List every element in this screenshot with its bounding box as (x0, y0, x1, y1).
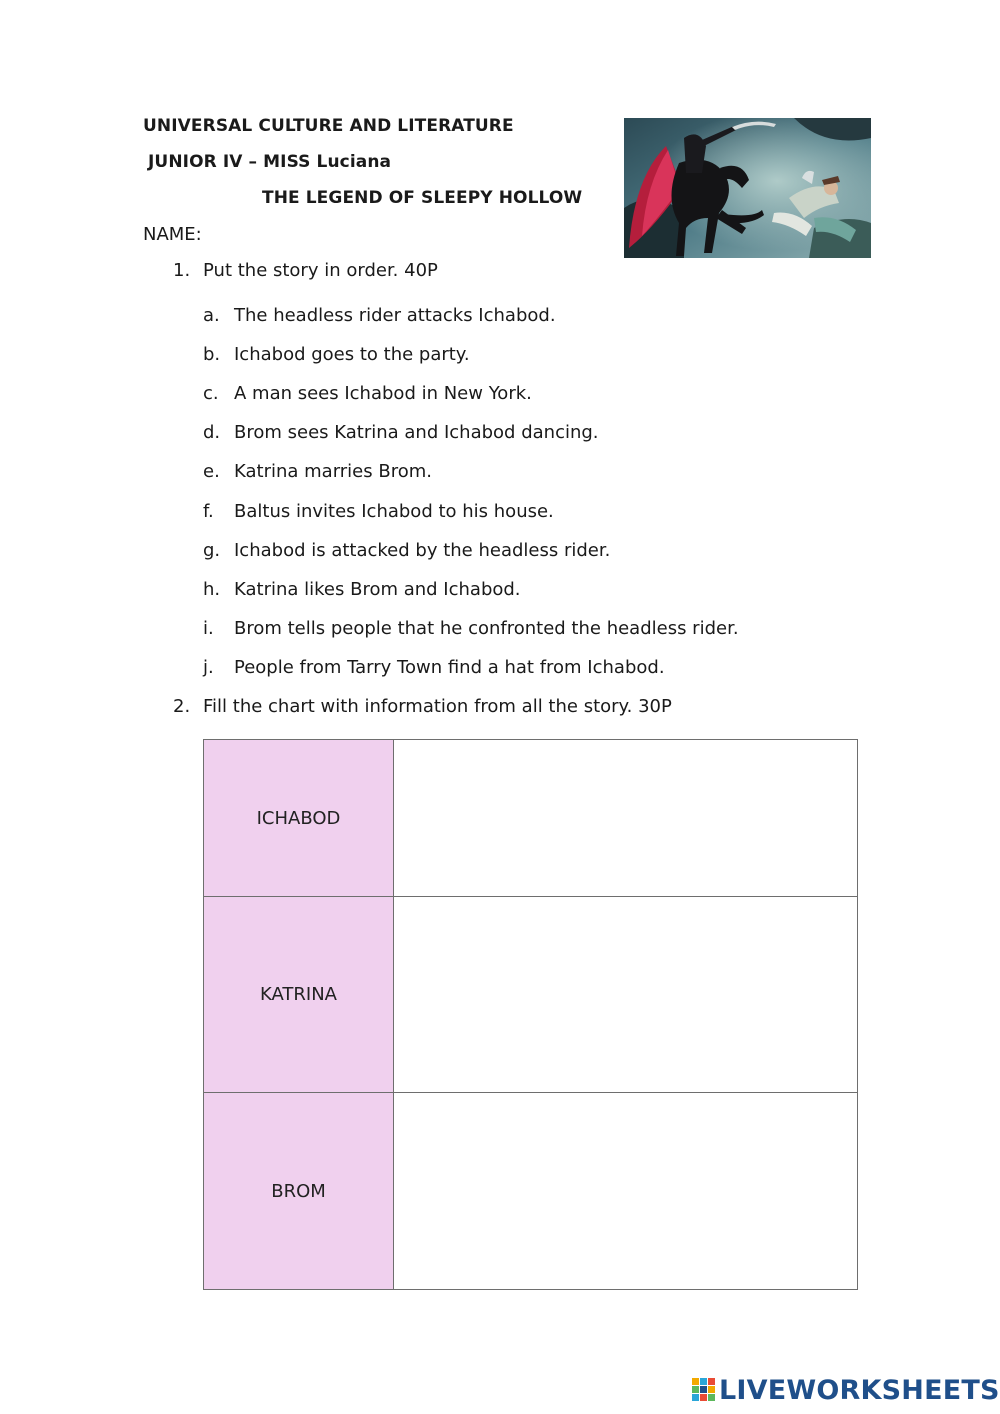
story-item-text: People from Tarry Town find a hat from Ichabod. (234, 657, 665, 678)
question-1-number: 1. (173, 260, 191, 281)
name-label: NAME: (143, 224, 202, 245)
chart-answer-brom[interactable] (394, 1093, 857, 1289)
course-title: UNIVERSAL CULTURE AND LITERATURE (143, 116, 514, 136)
chart-row-brom (204, 1093, 857, 1289)
story-item-letter: i. (203, 618, 214, 639)
story-item-letter: g. (203, 540, 221, 561)
story-item-letter: h. (203, 579, 221, 600)
name-input[interactable] (215, 222, 595, 248)
chart-label-brom: BROM (204, 1093, 394, 1289)
story-item-letter: j. (203, 657, 214, 678)
chart-row-ichabod (204, 740, 857, 897)
question-2-number: 2. (173, 696, 191, 717)
chart-answer-katrina[interactable] (394, 897, 857, 1092)
story-item-letter: d. (203, 422, 221, 443)
question-1-prompt: Put the story in order. 40P (203, 260, 438, 281)
liveworksheets-logo-icon (692, 1378, 716, 1402)
story-item-letter: c. (203, 383, 219, 404)
story-item-text: Katrina marries Brom. (234, 461, 432, 482)
character-chart (203, 739, 858, 1290)
chart-row-katrina (204, 897, 857, 1093)
story-item-letter: b. (203, 344, 221, 365)
question-2-prompt: Fill the chart with information from all the story. 30P (203, 696, 672, 717)
chart-label-ichabod: ICHABOD (204, 740, 394, 896)
story-item-text: Brom tells people that he confronted the headless rider. (234, 618, 739, 639)
chart-answer-ichabod[interactable] (394, 740, 857, 896)
class-teacher: JUNIOR IV – MISS Luciana (148, 152, 392, 172)
liveworksheets-logo-text: LIVEWORKSHEETS (719, 1374, 1000, 1406)
story-item-text: Ichabod is attacked by the headless rider. (234, 540, 611, 561)
story-item-letter: e. (203, 461, 220, 482)
story-item-text: Brom sees Katrina and Ichabod dancing. (234, 422, 599, 443)
story-item-text: The headless rider attacks Ichabod. (234, 305, 556, 326)
chart-label-katrina: KATRINA (204, 897, 394, 1092)
worksheet-title: THE LEGEND OF SLEEPY HOLLOW (262, 188, 583, 208)
story-item-text: Baltus invites Ichabod to his house. (234, 501, 554, 522)
story-item-text: Katrina likes Brom and Ichabod. (234, 579, 521, 600)
story-item-text: A man sees Ichabod in New York. (234, 383, 532, 404)
story-item-text: Ichabod goes to the party. (234, 344, 470, 365)
liveworksheets-logo (692, 1374, 1000, 1406)
story-item-letter: a. (203, 305, 220, 326)
headless-horseman-illustration (624, 118, 871, 258)
story-item-letter: f. (203, 501, 214, 522)
